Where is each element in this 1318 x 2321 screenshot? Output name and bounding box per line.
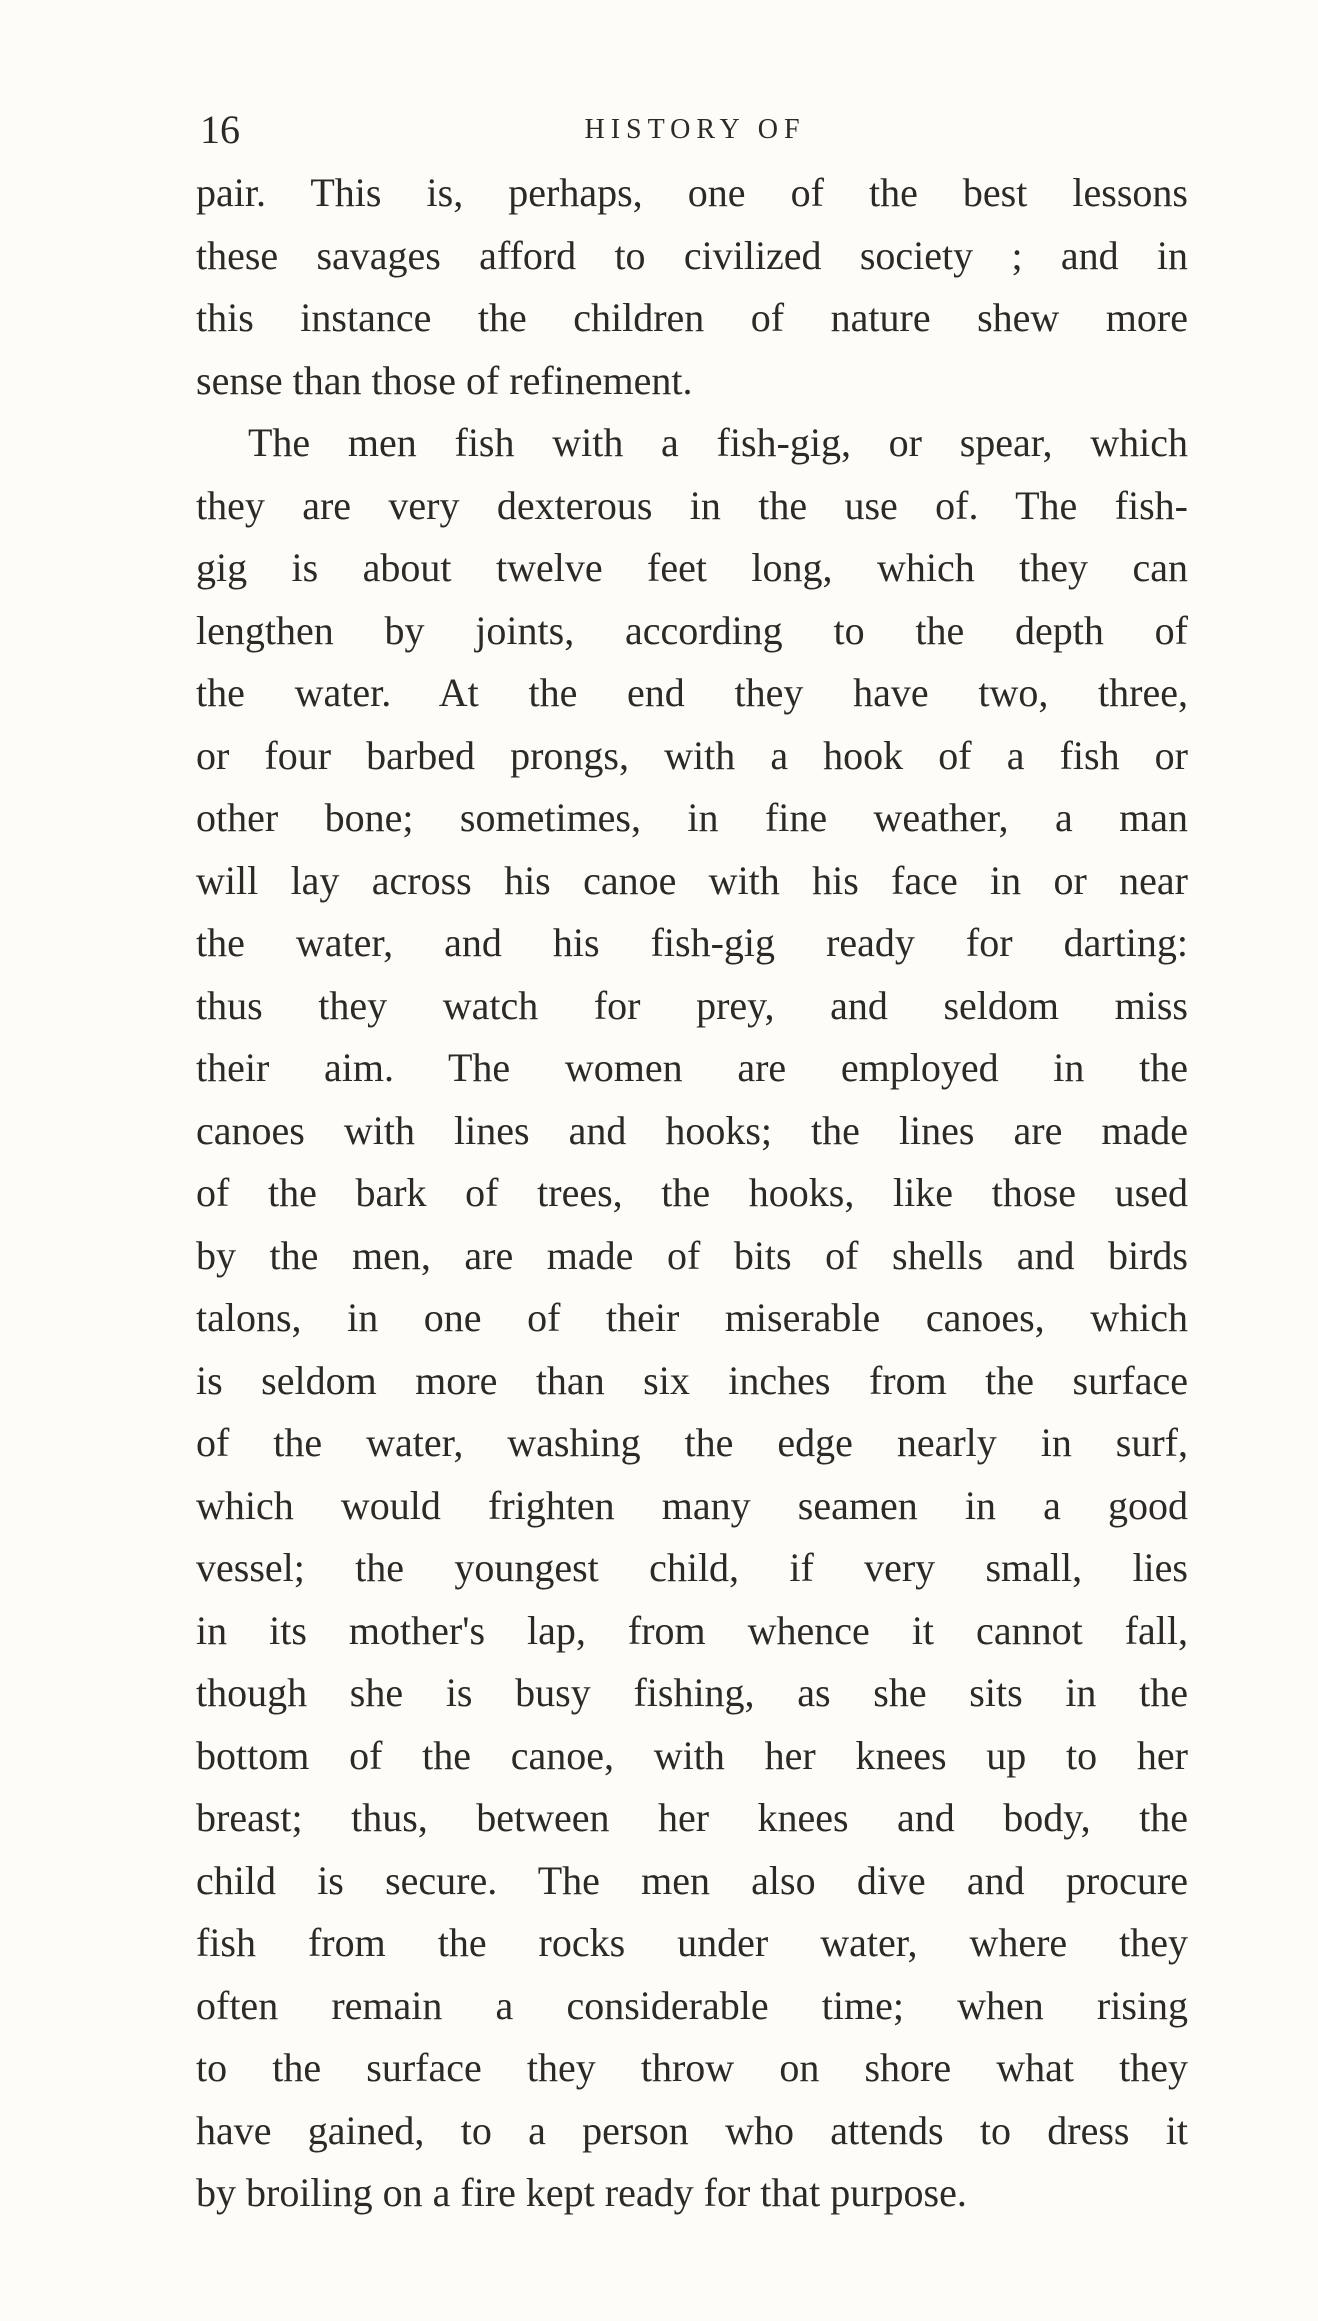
text-line: they are very dexterous in the use of. The fish- bbox=[196, 482, 1188, 528]
text-line: these savages afford to civilized society ; and in bbox=[196, 232, 1188, 278]
text-line: or four barbed prongs, with a hook of a fish or bbox=[196, 732, 1188, 778]
text-line: thus they watch for prey, and seldom miss bbox=[196, 982, 1188, 1028]
text-line: the water, and his fish-gig ready for darting: bbox=[196, 920, 1188, 965]
text-line: vessel; the youngest child, if very small, lies bbox=[196, 1545, 1188, 1590]
running-head bbox=[200, 100, 1190, 160]
text-line: canoes with lines and hooks; the lines are made bbox=[196, 1107, 1188, 1153]
text-line: bottom of the canoe, with her knees up to her bbox=[196, 1732, 1188, 1778]
text-line: pair. This is, perhaps, one of the best lessons bbox=[196, 170, 1188, 215]
text-line: this instance the children of nature shew more bbox=[196, 295, 1188, 340]
text-line: child is secure. The men also dive and procure bbox=[196, 1857, 1188, 1903]
text-line: to the surface they throw on shore what they bbox=[196, 2045, 1188, 2090]
text-line: gig is about twelve feet long, which they can bbox=[196, 545, 1188, 590]
text-line: have gained, to a person who attends to dress it bbox=[196, 2107, 1188, 2153]
text-line: in its mother's lap, from whence it cannot fall, bbox=[196, 1607, 1188, 1653]
text-line: by broiling on a fire kept ready for that purpose. bbox=[196, 2170, 967, 2215]
text-line: though she is busy fishing, as she sits in the bbox=[196, 1670, 1188, 1715]
text-line: by the men, are made of bits of shells and birds bbox=[196, 1232, 1188, 1278]
text-line: lengthen by joints, according to the depth of bbox=[196, 607, 1188, 653]
body-text bbox=[196, 162, 1188, 2225]
text-line: sense than those of refinement. bbox=[196, 357, 693, 403]
text-line: breast; thus, between her knees and body, the bbox=[196, 1795, 1188, 1840]
text-line: other bone; sometimes, in fine weather, a man bbox=[196, 795, 1188, 840]
text-line: fish from the rocks under water, where they bbox=[196, 1920, 1188, 1965]
text-line: The men fish with a fish-gig, or spear, which bbox=[248, 420, 1188, 465]
text-line: of the bark of trees, the hooks, like those used bbox=[196, 1170, 1188, 1215]
text-line: is seldom more than six inches from the surface bbox=[196, 1357, 1188, 1403]
text-line: often remain a considerable time; when rising bbox=[196, 1982, 1188, 2028]
page-number: 16 bbox=[200, 107, 240, 152]
text-line: of the water, washing the edge nearly in surf, bbox=[196, 1420, 1188, 1465]
running-title: HISTORY OF bbox=[584, 114, 806, 145]
text-line: talons, in one of their miserable canoes, which bbox=[196, 1295, 1188, 1340]
text-line: their aim. The women are employed in the bbox=[196, 1045, 1188, 1090]
text-line: which would frighten many seamen in a good bbox=[196, 1482, 1188, 1528]
text-line: will lay across his canoe with his face in or near bbox=[196, 857, 1188, 903]
text-line: the water. At the end they have two, three, bbox=[196, 670, 1188, 715]
